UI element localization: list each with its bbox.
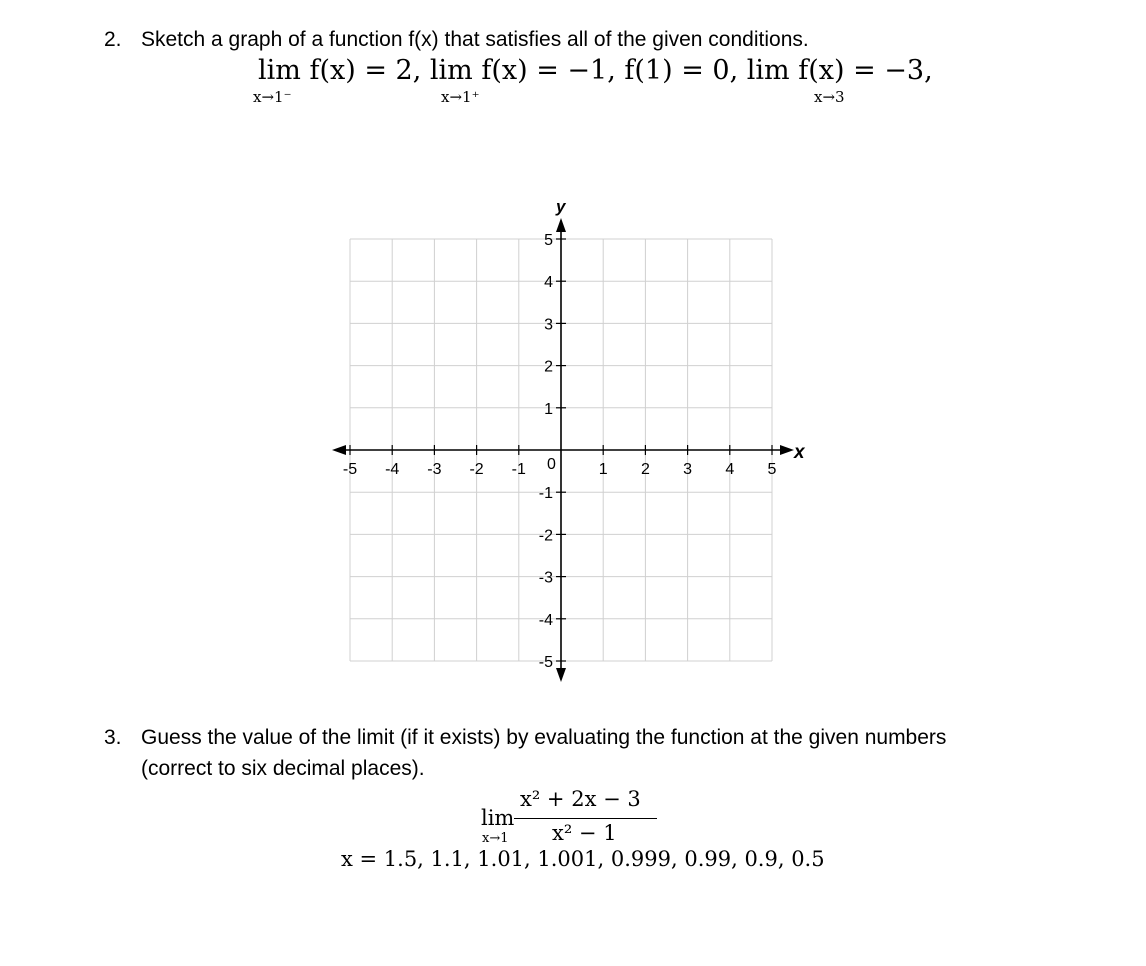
y-tick-label: 2: [544, 358, 553, 376]
y-tick-label: -3: [538, 569, 553, 587]
question-2-conditions: lim f(x) = 2, lim f(x) = −1, f(1) = 0, lim f(x) = −3,: [258, 55, 933, 86]
y-tick-label: -1: [538, 485, 553, 503]
limit-subscript: x→1: [482, 831, 509, 846]
x-axis-right-arrow: [780, 445, 794, 455]
y-tick-label: 1: [544, 400, 553, 418]
y-tick-label: -5: [538, 654, 553, 671]
x-tick-label: 5: [767, 461, 777, 478]
x-axis-label: x: [794, 442, 805, 463]
x-tick-label: -5: [342, 461, 358, 478]
y-axis-label: y: [556, 197, 566, 216]
fraction-denominator: x² − 1: [552, 821, 617, 845]
limit-operator: lim: [481, 806, 515, 830]
axes: [332, 218, 794, 682]
x-tick-label: -1: [511, 461, 526, 478]
x-axis-left-arrow: [332, 445, 346, 455]
question-3-prompt-line1: Guess the value of the limit (if it exists) by evaluating the function at the given numbers: [141, 726, 947, 749]
limit-subscript-right: x→1⁺: [441, 88, 480, 106]
y-tick-label: 3: [544, 316, 553, 334]
limit-subscript-left: x→1⁻: [253, 88, 292, 106]
x-tick-label: 1: [598, 461, 608, 478]
x-tick-label: -3: [427, 461, 442, 478]
x-tick-label: -2: [469, 461, 484, 478]
question-3-prompt-line2: (correct to six decimal places).: [141, 757, 425, 780]
question-2-number: 2.: [104, 28, 122, 51]
tick-labels: [343, 232, 777, 671]
limit-subscript-three: x→3: [814, 88, 845, 106]
fraction-bar: [514, 818, 657, 819]
y-tick-label: -2: [538, 527, 553, 545]
evaluation-values: x = 1.5, 1.1, 1.01, 1.001, 0.999, 0.99, 0.9, 0.5: [341, 847, 825, 871]
y-tick-label: 4: [544, 274, 553, 292]
y-axis-top-arrow: [556, 218, 566, 232]
y-axis-bottom-arrow: [556, 668, 566, 682]
origin-label: 0: [547, 456, 556, 473]
y-tick-label: 5: [544, 232, 553, 249]
y-tick-label: -4: [538, 611, 553, 629]
x-tick-label: 3: [683, 461, 693, 478]
x-tick-label: 2: [640, 461, 650, 478]
x-tick-label: 4: [725, 461, 735, 478]
question-3-number: 3.: [104, 726, 122, 749]
question-2-prompt: Sketch a graph of a function f(x) that satisfies all of the given conditions.: [141, 28, 809, 51]
fraction-numerator: x² + 2x − 3: [520, 787, 641, 811]
x-tick-label: -4: [385, 461, 400, 478]
